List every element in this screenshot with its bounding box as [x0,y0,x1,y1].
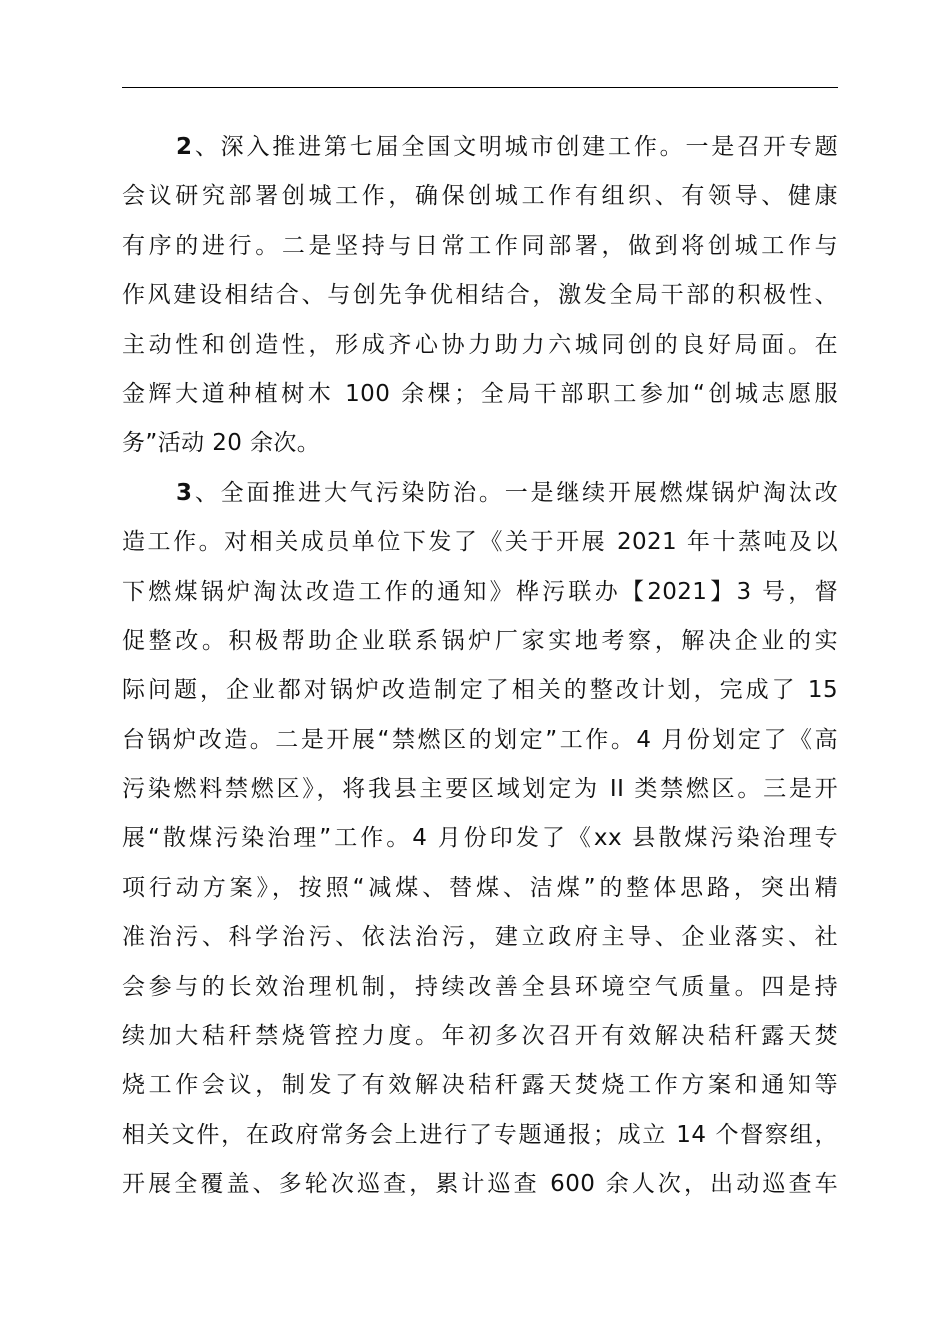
paragraph-line [122,1210,838,1259]
paragraph-line: 金辉大道种植树木 100 余棵；全局干部职工参加“创城志愿服 [122,380,838,407]
paragraph-line: 作风建设相结合、与创先争优相结合，激发全局干部的积极性、 [122,282,838,309]
paragraph-line: 准治污、科学治污、依法治污，建立政府主导、企业落实、社 [122,924,838,951]
header-rule [122,87,838,88]
section-number: 3 [176,479,193,506]
paragraph-line: 烧工作会议，制发了有效解决秸秆露天焚烧工作方案和通知等 [122,1072,838,1099]
paragraph-line [122,123,838,172]
document-body [122,123,838,1259]
section-number: 2 [176,134,193,160]
paragraph-line: 会参与的长效治理机制，持续改善全县环境空气质量。四是持 [122,973,838,1000]
paragraph-line: 污染燃料禁燃区》，将我县主要区域划定为 II 类禁燃区。三是开 [122,776,838,803]
paragraph-line: 促整改。积极帮助企业联系锅炉厂家实地考察，解决企业的实 [122,627,838,654]
paragraph-section-2 [122,123,838,469]
line-text: 、全面推进大气污染防治。一是继续开展燃煤锅炉淘汰改 [192,479,838,506]
line-text: 、深入推进第七届全国文明城市创建工作。一是召开专题 [192,134,838,160]
paragraph-line: 造工作。对相关成员单位下发了《关于开展 2021 年十蒸吨及以 [122,529,838,556]
paragraph-line: 展“散煤污染治理”工作。4 月份印发了《xx 县散煤污染治理专 [122,825,838,852]
paragraph-section-3 [122,469,838,1259]
paragraph-line: 主动性和创造性，形成齐心协力助力六城同创的良好局面。在 [122,331,838,358]
paragraph-line: 台锅炉改造。二是开展“禁燃区的划定”工作。4 月份划定了《高 [122,726,838,753]
paragraph-line: 项行动方案》，按照“减煤、替煤、洁煤”的整体思路，突出精 [122,874,838,901]
paragraph-line: 会议研究部署创城工作，确保创城工作有组织、有领导、健康 [122,183,838,210]
paragraph-line: 开展全覆盖、多轮次巡查，累计巡查 600 余人次，出动巡查车 [122,1171,838,1198]
paragraph-line: 际问题，企业都对锅炉改造制定了相关的整改计划，完成了 15 [122,677,838,704]
paragraph-line: 相关文件，在政府常务会上进行了专题通报；成立 14 个督察组， [122,1121,838,1148]
paragraph-line: 下燃煤锅炉淘汰改造工作的通知》桦污联办【2021】3 号，督 [122,578,838,605]
paragraph-line: 有序的进行。二是坚持与日常工作同部署，做到将创城工作与 [122,232,838,259]
paragraph-line [122,469,838,518]
paragraph-line: 续加大秸秆禁烧管控力度。年初多次召开有效解决秸秆露天焚 [122,1023,838,1050]
paragraph-line: 务”活动 20 余次。 [122,430,321,457]
